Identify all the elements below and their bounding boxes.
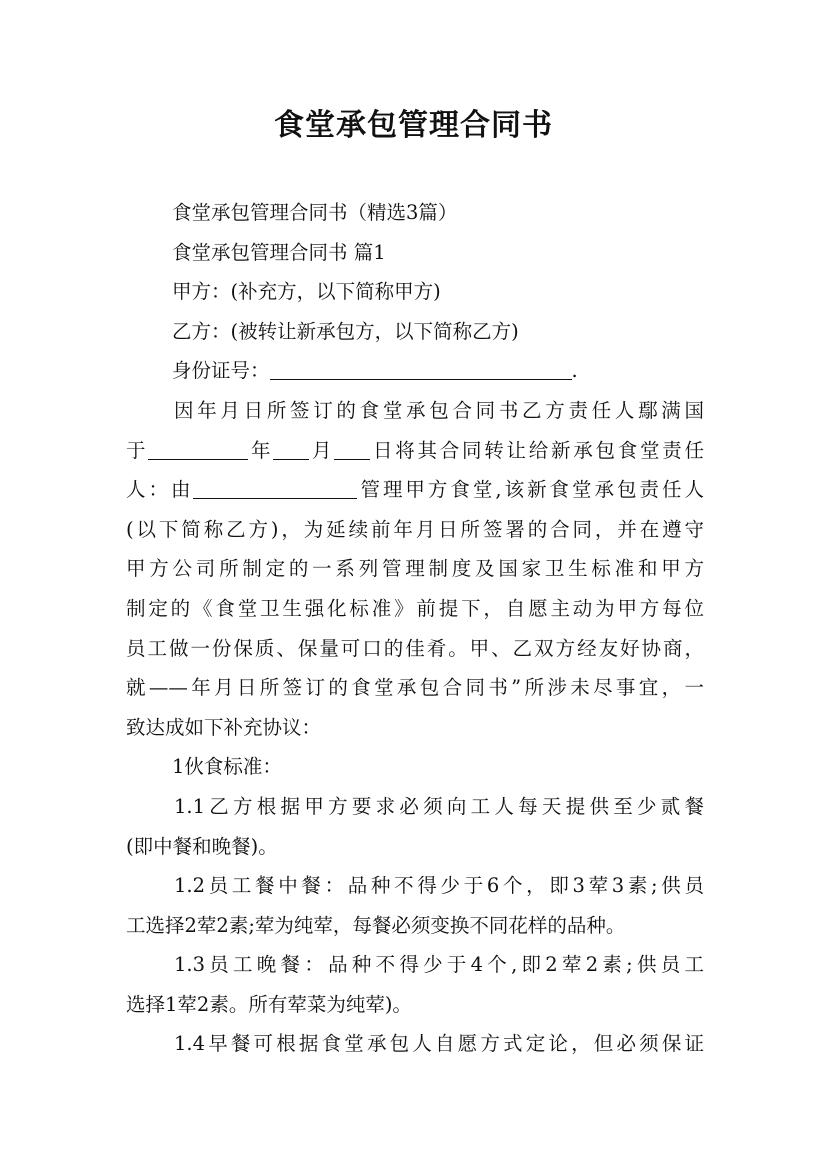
paragraph-line: 员工做一份保质、保量可口的佳肴。甲、乙双方经友好协商， <box>126 636 704 660</box>
clause-line: 1.2员工餐中餐：品种不得少于6个，即3荤3素;供员 <box>174 874 704 898</box>
text-fragment: 年 <box>248 438 274 462</box>
text-fragment: 月 <box>309 438 335 462</box>
id-number-blank <box>270 357 572 380</box>
paragraph-line: 甲方公司所制定的一系列管理制度及国家卫生标准和甲方 <box>126 557 704 581</box>
section-heading: 食堂承包管理合同书 篇1 <box>172 240 386 264</box>
party-b-line: 乙方：(被转让新承包方，以下简称乙方) <box>172 319 519 343</box>
paragraph-line: 制定的《食堂卫生强化标准》前提下，自愿主动为甲方每位 <box>126 596 704 620</box>
subtitle-line: 食堂承包管理合同书（精选3篇） <box>172 201 458 224</box>
name-blank <box>193 476 357 499</box>
party-a-line: 甲方：(补充方，以下简称甲方) <box>172 280 441 304</box>
id-number-end: . <box>571 359 578 383</box>
clause-heading: 1伙食标准： <box>172 755 282 779</box>
month-blank <box>273 437 309 460</box>
document-body <box>126 193 704 1064</box>
text-fragment: 人：由 <box>126 478 194 502</box>
clause-line: 选择1荤2素。所有荤菜为纯荤)。 <box>126 992 412 1016</box>
text-fragment: 日将其合同转让给新承包食堂责任 <box>370 438 704 462</box>
paragraph-line: 因年月日所签订的食堂承包合同书乙方责任人鄢满国 <box>174 398 704 422</box>
clause-line: 工选择2荤2素;荤为纯荤，每餐必须变换不同花样的品种。 <box>126 913 626 937</box>
document-title: 食堂承包管理合同书 <box>274 108 553 143</box>
paragraph-line: (以下简称乙方)，为延续前年月日所签署的合同，并在遵守 <box>126 517 704 541</box>
id-number-line <box>126 351 704 391</box>
paragraph-line: 致达成如下补充协议： <box>126 715 322 739</box>
paragraph-line: 就——年月日所签订的食堂承包合同书”所涉未尽事宜，一 <box>126 676 704 700</box>
clause-line: 1.1乙方根据甲方要求必须向工人每天提供至少贰餐 <box>174 794 704 818</box>
day-blank <box>334 437 370 460</box>
year-blank <box>148 437 248 460</box>
clause-line: 1.3员工晚餐：品种不得少于4个,即2荤2素;供员工 <box>174 953 704 977</box>
text-fragment: 管理甲方食堂,该新食堂承包责任人 <box>357 478 704 502</box>
id-number-label: 身份证号： <box>172 359 270 383</box>
paragraph-line <box>126 431 704 471</box>
paragraph-line <box>126 470 704 510</box>
text-fragment: 于 <box>126 438 149 462</box>
clause-line: (即中餐和晚餐)。 <box>126 834 278 858</box>
clause-line: 1.4早餐可根据食堂承包人自愿方式定论，但必须保证 <box>174 1032 704 1056</box>
